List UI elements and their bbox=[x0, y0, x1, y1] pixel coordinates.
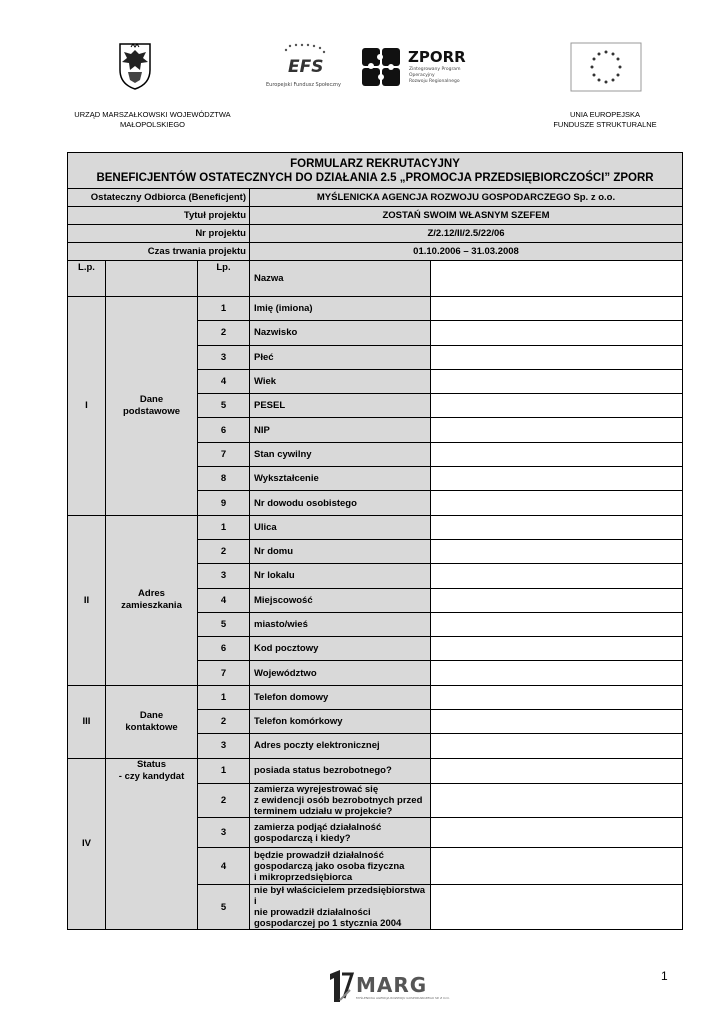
form-row bbox=[68, 515, 683, 539]
item-label bbox=[250, 848, 431, 885]
item-number: 4 bbox=[198, 848, 250, 885]
item-answer-field[interactable] bbox=[431, 685, 683, 709]
item-number: 8 bbox=[198, 467, 250, 491]
item-number: 4 bbox=[198, 369, 250, 393]
item-number: 7 bbox=[198, 442, 250, 466]
item-answer-field[interactable] bbox=[431, 369, 683, 393]
header-right bbox=[545, 110, 665, 130]
item-label: Miejscowość bbox=[250, 588, 431, 612]
section-name-line: Adres bbox=[138, 588, 165, 600]
section-name-line: podstawowe bbox=[122, 405, 180, 417]
item-label bbox=[250, 818, 431, 848]
item-number: 9 bbox=[198, 491, 250, 515]
item-answer-field[interactable] bbox=[431, 394, 683, 418]
item-label-line: gospodarczą i kiedy? bbox=[254, 832, 351, 844]
meta-value: MYŚLENICKA AGENCJA ROZWOJU GOSPODARCZEGO Sp. z o.o. bbox=[250, 189, 683, 207]
item-label: Wykształcenie bbox=[250, 467, 431, 491]
item-label bbox=[250, 784, 431, 818]
svg-text:Europejski Fundusz Społeczny: Europejski Fundusz Społeczny bbox=[266, 82, 341, 88]
item-label-line: i mikroprzedsiębiorca bbox=[254, 871, 353, 883]
svg-text:EFS: EFS bbox=[288, 57, 324, 77]
item-label: Wiek bbox=[250, 369, 431, 393]
section-name-line: Dane bbox=[139, 393, 164, 405]
svg-text:Operacyjny: Operacyjny bbox=[409, 73, 435, 78]
item-number: 1 bbox=[198, 685, 250, 709]
item-answer-field[interactable] bbox=[431, 321, 683, 345]
item-label: Nazwisko bbox=[250, 321, 431, 345]
item-answer-field[interactable] bbox=[431, 442, 683, 466]
item-label: Kod pocztowy bbox=[250, 637, 431, 661]
item-answer-field[interactable] bbox=[431, 710, 683, 734]
item-number: 2 bbox=[198, 710, 250, 734]
form-row bbox=[68, 758, 683, 784]
item-answer-field[interactable] bbox=[431, 818, 683, 848]
form-title-line1: FORMULARZ REKRUTACYJNY bbox=[290, 157, 460, 170]
header-left bbox=[60, 110, 245, 130]
item-label-line: będzie prowadził działalność bbox=[254, 849, 384, 861]
item-number: 2 bbox=[198, 539, 250, 563]
column-header-lp: L.p. bbox=[68, 261, 106, 297]
item-label: Stan cywilny bbox=[250, 442, 431, 466]
section-number: I bbox=[68, 297, 106, 516]
svg-text:MYŚLENICKA AGENCJA ROZWOJU GOS: MYŚLENICKA AGENCJA ROZWOJU GOSPODARCZEGO SP. Z O.O. bbox=[356, 996, 450, 1000]
item-answer-field[interactable] bbox=[431, 564, 683, 588]
section-name-line: Dane bbox=[139, 709, 164, 721]
svg-text:MARG: MARG bbox=[356, 973, 428, 997]
item-number: 5 bbox=[198, 394, 250, 418]
item-label: Imię (imiona) bbox=[250, 297, 431, 321]
item-label: PESEL bbox=[250, 394, 431, 418]
item-number: 1 bbox=[198, 297, 250, 321]
item-label-line: gospodarczą jako osoba fizyczna bbox=[254, 860, 405, 872]
item-label-line: gospodarczej po 1 stycznia 2004 bbox=[254, 918, 402, 930]
item-answer-field[interactable] bbox=[431, 588, 683, 612]
item-number: 6 bbox=[198, 637, 250, 661]
column-header-name: Nazwa bbox=[250, 261, 431, 297]
item-answer-field[interactable] bbox=[431, 467, 683, 491]
section-name-line: kontaktowe bbox=[125, 721, 178, 733]
item-label-line: z ewidencji osób bezrobotnych przed bbox=[254, 795, 423, 807]
meta-value: 01.10.2006 – 31.03.2008 bbox=[250, 243, 683, 261]
recruitment-form-table bbox=[67, 152, 683, 930]
item-label: NIP bbox=[250, 418, 431, 442]
section-name bbox=[106, 685, 198, 758]
item-label: Nr domu bbox=[250, 539, 431, 563]
item-answer-field[interactable] bbox=[431, 784, 683, 818]
header-left-line2: MAŁOPOLSKIEGO bbox=[119, 120, 186, 129]
item-answer-field[interactable] bbox=[431, 661, 683, 685]
item-answer-field[interactable] bbox=[431, 758, 683, 784]
item-number: 2 bbox=[198, 784, 250, 818]
item-answer-field[interactable] bbox=[431, 491, 683, 515]
form-title-line2: BENEFICJENTÓW OSTATECZNYCH DO DZIAŁANIA 2.5 „PROMOCJA PRZEDSIĘBIORCZOŚCI” ZPORR bbox=[96, 171, 654, 184]
section-name-line: - czy kandydat bbox=[118, 770, 185, 782]
item-label: posiada status bezrobotnego? bbox=[250, 758, 431, 784]
item-number: 1 bbox=[198, 515, 250, 539]
section-name bbox=[106, 515, 198, 685]
meta-value: Z/2.12/II/2.5/22/06 bbox=[250, 225, 683, 243]
section-name bbox=[106, 297, 198, 516]
column-header-lp2: Lp. bbox=[198, 261, 250, 297]
column-header-section bbox=[106, 261, 198, 297]
item-number: 5 bbox=[198, 612, 250, 636]
item-label: Telefon komórkowy bbox=[250, 710, 431, 734]
meta-label: Ostateczny Odbiorca (Beneficjent) bbox=[68, 189, 250, 207]
meta-label: Nr projektu bbox=[68, 225, 250, 243]
meta-value: ZOSTAŃ SWOIM WŁASNYM SZEFEM bbox=[250, 207, 683, 225]
meta-label: Czas trwania projektu bbox=[68, 243, 250, 261]
item-label: Płeć bbox=[250, 345, 431, 369]
malopolska-coat-of-arms-logo bbox=[118, 42, 152, 90]
meta-label: Tytuł projektu bbox=[68, 207, 250, 225]
item-label: Adres poczty elektronicznej bbox=[250, 734, 431, 758]
item-answer-field[interactable] bbox=[431, 418, 683, 442]
svg-text:Rozwoju Regionalnego: Rozwoju Regionalnego bbox=[409, 79, 460, 84]
item-answer-field[interactable] bbox=[431, 848, 683, 885]
item-answer-field[interactable] bbox=[431, 885, 683, 930]
item-number: 3 bbox=[198, 564, 250, 588]
item-number: 6 bbox=[198, 418, 250, 442]
zporr-logo bbox=[360, 44, 482, 92]
item-answer-field[interactable] bbox=[431, 297, 683, 321]
item-label-line: nie był właścicielem przedsiębiorstwa i bbox=[254, 885, 426, 908]
item-label: Telefon domowy bbox=[250, 685, 431, 709]
form-title bbox=[68, 153, 683, 189]
item-label bbox=[250, 885, 431, 930]
item-label: Województwo bbox=[250, 661, 431, 685]
item-label: Nr lokalu bbox=[250, 564, 431, 588]
item-answer-field[interactable] bbox=[431, 515, 683, 539]
item-answer-field[interactable] bbox=[431, 612, 683, 636]
svg-text:ZPORR: ZPORR bbox=[408, 48, 466, 66]
item-number: 4 bbox=[198, 588, 250, 612]
item-number: 7 bbox=[198, 661, 250, 685]
header-right-line1: UNIA EUROPEJSKA bbox=[569, 110, 641, 119]
marg-logo bbox=[326, 968, 462, 1013]
section-name bbox=[106, 758, 198, 930]
section-number: II bbox=[68, 515, 106, 685]
item-number: 5 bbox=[198, 885, 250, 930]
item-label-line: zamierza podjąć działalność bbox=[254, 821, 382, 833]
item-number: 3 bbox=[198, 345, 250, 369]
item-label-line: terminem udziału w projekcie? bbox=[254, 806, 393, 818]
item-label: miasto/wieś bbox=[250, 612, 431, 636]
item-label-line: nie prowadził działalności bbox=[254, 907, 371, 919]
efs-logo bbox=[264, 42, 348, 90]
form-row bbox=[68, 297, 683, 321]
header-right-line2: FUNDUSZE STRUKTURALNE bbox=[553, 120, 657, 129]
item-number: 3 bbox=[198, 734, 250, 758]
item-label: Ulica bbox=[250, 515, 431, 539]
item-number: 3 bbox=[198, 818, 250, 848]
item-label: Nr dowodu osobistego bbox=[250, 491, 431, 515]
eu-flag-logo bbox=[570, 42, 642, 92]
form-row bbox=[68, 685, 683, 709]
section-number: III bbox=[68, 685, 106, 758]
header-left-line1: URZĄD MARSZAŁKOWSKI WOJEWÓDZTWA bbox=[74, 110, 231, 119]
item-answer-field[interactable] bbox=[431, 734, 683, 758]
section-name-line: zamieszkania bbox=[121, 600, 182, 612]
item-number: 1 bbox=[198, 758, 250, 784]
item-label-line: zamierza wyrejestrować się bbox=[254, 784, 379, 796]
column-header-value bbox=[431, 261, 683, 297]
section-number: IV bbox=[68, 758, 106, 930]
item-answer-field[interactable] bbox=[431, 345, 683, 369]
item-answer-field[interactable] bbox=[431, 637, 683, 661]
item-number: 2 bbox=[198, 321, 250, 345]
page-number: 1 bbox=[661, 969, 668, 983]
svg-text:Zintegrowany Program: Zintegrowany Program bbox=[409, 67, 461, 72]
section-name-line: Status bbox=[136, 758, 167, 770]
item-answer-field[interactable] bbox=[431, 539, 683, 563]
